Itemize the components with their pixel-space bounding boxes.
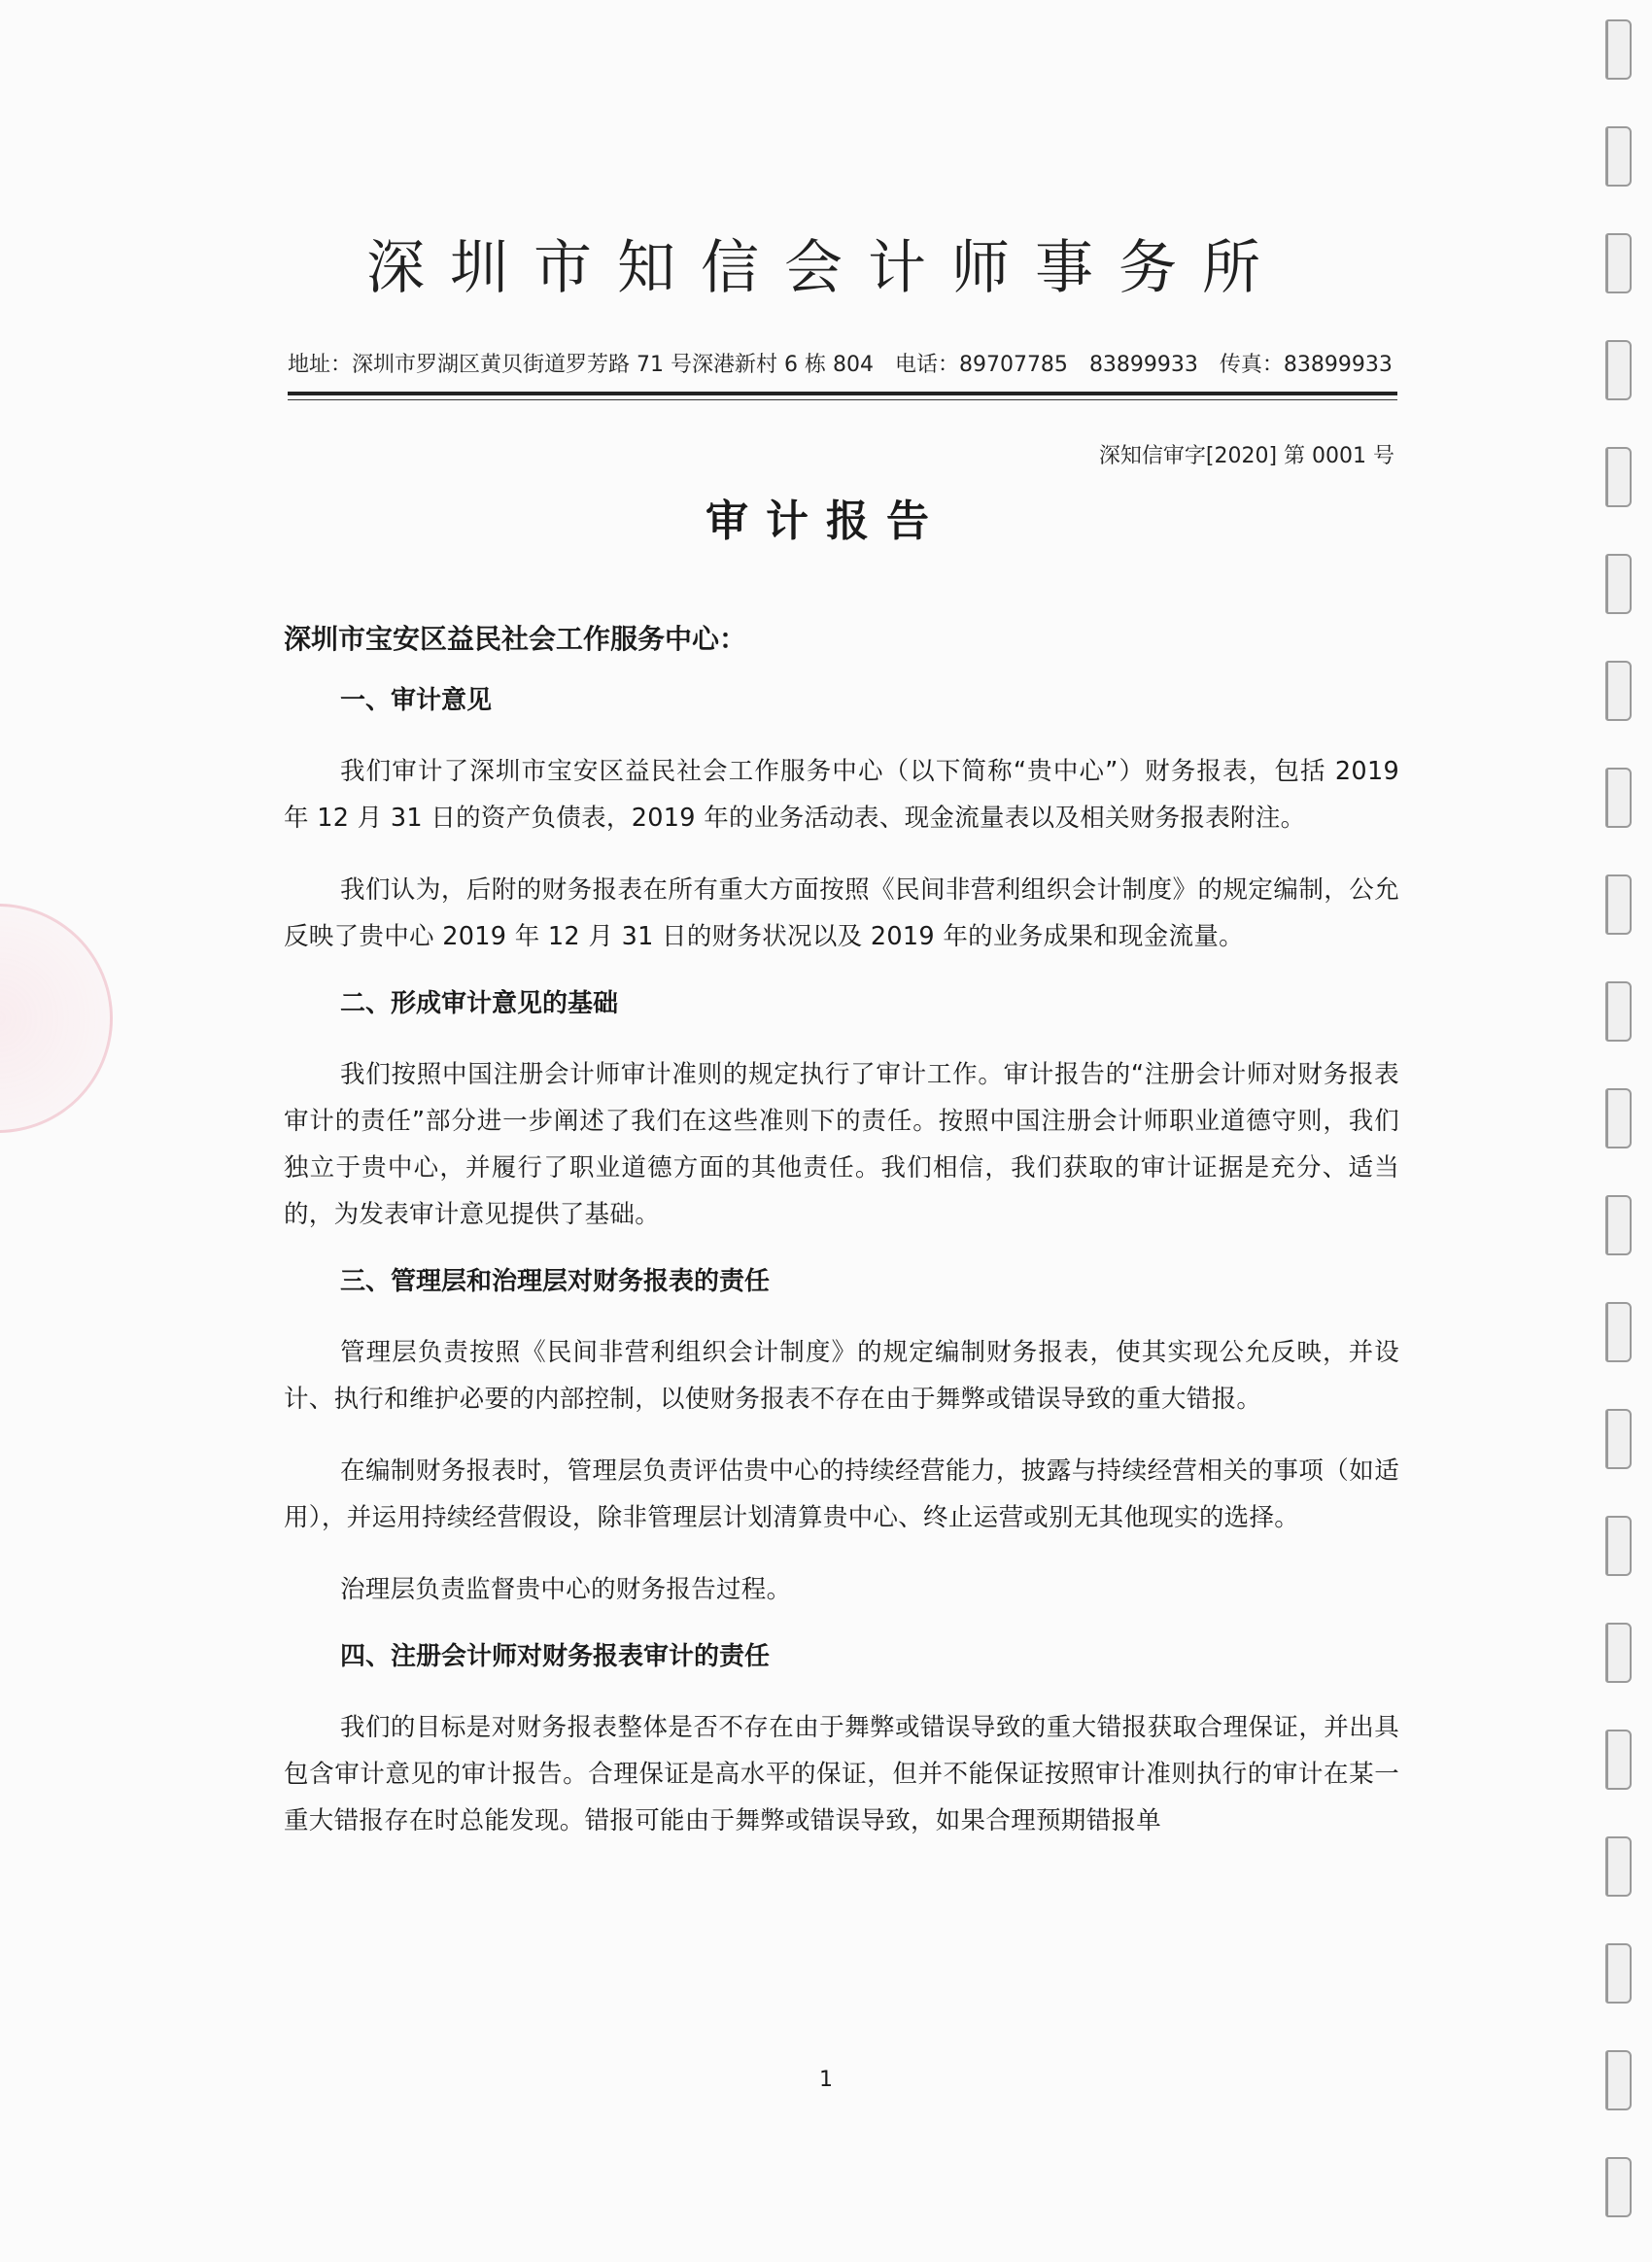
paragraph: 我们的目标是对财务报表整体是否不存在由于舞弊或错误导致的重大错报获取合理保证，并出具包含审计意见的审计报告。合理保证是高水平的保证，但并不能保证按照审计准则执行的审计在某一重大错报存在时总能发现。错报可能由于舞弊或错误导致，如果合理预期错报单: [284, 1713, 1399, 1835]
binding-hole: [1605, 1836, 1632, 1897]
section-audit-opinion: [284, 682, 1399, 960]
section-opinion-basis: [284, 985, 1399, 1238]
binding-hole: [1605, 340, 1632, 400]
binding-hole: [1605, 1623, 1632, 1683]
binding-hole: [1605, 981, 1632, 1042]
report-body: [284, 618, 1399, 1869]
page-number: 1: [819, 2068, 833, 2092]
firm-phone-2: 83899933: [1088, 353, 1198, 377]
section-management-responsibility: [284, 1263, 1399, 1613]
binding-hole: [1605, 1516, 1632, 1576]
reference-number: 深知信审字[2020] 第 0001 号: [1098, 444, 1394, 468]
binding-hole: [1605, 768, 1632, 828]
paragraph: 管理层负责按照《民间非营利组织会计制度》的规定编制财务报表，使其实现公允反映，并设计、执行和维护必要的内部控制，以使财务报表不存在由于舞弊或错误导致的重大错报。: [284, 1338, 1399, 1414]
section-auditor-responsibility: [284, 1638, 1399, 1844]
paragraph: 我们按照中国注册会计师审计准则的规定执行了审计工作。审计报告的“注册会计师对财务报表审计的责任”部分进一步阐述了我们在这些准则下的责任。按照中国注册会计师职业道德守则，我们独立于贵中心，并履行了职业道德方面的其他责任。我们相信，我们获取的审计证据是充分、适当的，为发表审计意见提供了基础。: [284, 1060, 1399, 1229]
firm-address: 地址：深圳市罗湖区黄贝街道罗芳路 71 号深港新村 6 栋 804: [288, 353, 874, 377]
binding-hole: [1605, 2157, 1632, 2217]
firm-fax: 传真：83899933: [1219, 353, 1393, 377]
binding-hole: [1605, 1730, 1632, 1790]
binding-hole: [1605, 1088, 1632, 1148]
binding-hole: [1605, 874, 1632, 935]
paragraph: 治理层负责监督贵中心的财务报告过程。: [340, 1575, 792, 1604]
binding-hole: [1605, 1195, 1632, 1255]
binding-holes: [1605, 19, 1635, 2245]
binding-hole: [1605, 1302, 1632, 1362]
firm-address-line: [288, 348, 1397, 395]
seal-bleed-mark: [0, 904, 113, 1133]
section-heading: 三、管理层和治理层对财务报表的责任: [340, 1267, 771, 1296]
binding-hole: [1605, 1943, 1632, 2004]
addressee: 深圳市宝安区益民社会工作服务中心：: [284, 623, 747, 655]
document-title: 审计报告: [706, 497, 946, 546]
binding-hole: [1605, 661, 1632, 721]
firm-name: 深圳市知信会计师事务所: [366, 234, 1286, 302]
paragraph: 我们审计了深圳市宝安区益民社会工作服务中心（以下简称“贵中心”）财务报表，包括 2019 年 12 月 31 日的资产负债表，2019 年的业务活动表、现金流量表以及相关财务报表附注。: [284, 757, 1399, 833]
section-heading: 二、形成审计意见的基础: [340, 989, 619, 1018]
binding-hole: [1605, 1409, 1632, 1469]
firm-phone: 电话：89707785: [894, 353, 1068, 377]
section-heading: 一、审计意见: [340, 686, 493, 715]
binding-hole: [1605, 554, 1632, 614]
paragraph: 我们认为，后附的财务报表在所有重大方面按照《民间非营利组织会计制度》的规定编制，公允反映了贵中心 2019 年 12 月 31 日的财务状况以及 2019 年的业务成果和现金流量。: [284, 875, 1399, 951]
binding-hole: [1605, 19, 1632, 80]
section-heading: 四、注册会计师对财务报表审计的责任: [340, 1642, 771, 1671]
paragraph: 在编制财务报表时，管理层负责评估贵中心的持续经营能力，披露与持续经营相关的事项（如适用），并运用持续经营假设，除非管理层计划清算贵中心、终止运营或别无其他现实的选择。: [284, 1457, 1399, 1532]
binding-hole: [1605, 126, 1632, 187]
